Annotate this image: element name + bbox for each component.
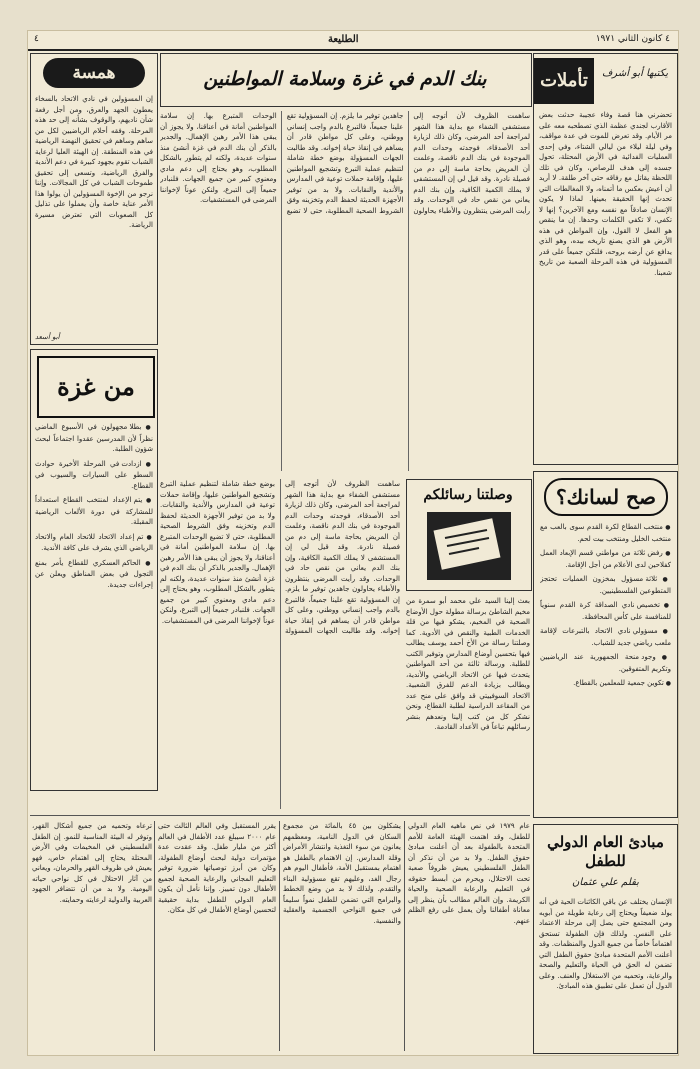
bottom-column-1: عام ١٩٧٩ في نص ماهيه العام الدولي للطفل، وقد اهتمت الهيئة العامة للأمم المتحدة بالطفولة بعد أن أعلنت مبادئ حقوق الطفل. ولا بد من أن نذكر أن الطفل الفلسطيني يعيش ظروفاً صعبة تحت الاحتلال، ويحرم من أبسط حقوقه في التعليم والرعاية الصحية والحياة الكريمة. وإن العالم مطالب بأن ينظر إلى معاناة أطفالنا وأن يعمل على رفع الظلم عنهم. (408, 822, 530, 925)
sahlij-box (533, 471, 678, 818)
hamsa-title: همسة (43, 58, 145, 88)
min-ghazza-list (35, 422, 153, 784)
list-item: ● ثلاثة مسؤول بمخزون العمليات تحتجز المتطوعين الفلسطينيين. (540, 574, 671, 596)
hamsa-signature: أبو أسعد (35, 333, 60, 341)
divider (30, 815, 530, 816)
list-item: ● ازدادت في المرحلة الأخيرة حوادث السطو على السيارات والسيوب في القطاع. (35, 459, 153, 492)
main-article-header (160, 53, 532, 107)
list-item: ● تخصيص نادي الصداقة كرة القدم سنوياً للمنافسة على كأس المحافظة. (540, 600, 671, 622)
main-article-body: ساهمت الظروف لأن أتوجه إلى مستشفى الشفاء مع بداية هذا الشهر لمراجعة أحد المرضى، وكان ذلك لزيارة أحد الأصدقاء، فوجدته وحدات الدم الموجودة في بنك الدم ناقصة، وعلمت أن المريض بحاجة ماسة إلى دم من فصيلة نادرة. وقد قيل لي إن المستشفى لا يملك الكمية الكافية، وإن بنك الدم يعاني من نقص حاد في الوحدات. وقد رأيت المرضى ينتظرون والأطباء يحاولون جاهدين توفير ما يلزم. إن المسؤولية تقع علينا جميعاً، فالتبرع بالدم واجب إنساني ووطني، وعلى كل مواطن قادر أن يساهم في إنقاذ حياة إخوانه. وقد طالبت الجهات المسؤولة بوضع خطة شاملة لتنظيم عملية التبرع وتشجيع المواطنين عليها، وإقامة حملات توعية في المدارس والأندية والنقابات. ولا بد من توفير الأجهزة الحديثة لحفظ الدم وتخزينه وفق الشروط الصحية المطلوبة، حتى لا تضيع الوحدات المتبرع بها. إن سلامة المواطنين أمانة في أعناقنا، ولا يجوز أن يبقى هذا الأمر رهين الإهمال. والجدير بالذكر أن بنك الدم في غزة أنشئ منذ سنوات عديدة، ولكنه لم يتطور بالشكل المطلوب، وهو يحتاج إلى دعم مادي ومعنوي كبير من جميع الجهات. فلنبادر جميعاً إلى التبرع، ولنكن عوناً لإخواننا المرضى في المستشفيات. (160, 112, 530, 215)
list-item: ● يتم الإعداد لمنتخب القطاع استعداداً للمشاركة في دورة الألعاب الرياضية المقبلة. (35, 495, 153, 528)
hamsa-box (30, 53, 158, 345)
taamulat-title: تأملات (534, 58, 594, 104)
letters-title: وصلتنا رسائلكم (423, 487, 513, 503)
letters-box (406, 479, 532, 591)
list-item: ● بطلا مجهولون في الأسبوع الماضي نظراً لأن المدرسين عقدوا اجتماعاً لبحث شؤون الطلبة. (35, 422, 153, 455)
bottom-column-4: ترعاه وتحميه من جميع أشكال القهر، وتوفر له البيئة المناسبة للنمو. إن الطفل الفلسطيني في المخيمات وفي الأرض المحتلة يحتاج إلى اهتمام خاص، فهو يعيش في ظروف القهر والحرمان، ويعاني من آثار الاحتلال في كل نواحي حياته اليومية. ولا بد من أن تتضافر الجهود العربية والدولية لرعايته وحمايته. (32, 822, 152, 904)
list-item: ● وجود منحة الجمهورية عند الرياضيين وتكريم المتفوقين. (540, 652, 671, 674)
list-item: ● منتخب القطاع لكرة القدم سوى بالعب مع منتخب الخليل ومنتخب بيت لحم. (540, 522, 671, 544)
sahlij-title: صح لسانك؟ (544, 478, 668, 516)
list-item: ● مسؤولي نادي الاتحاد بالتبرعات لإقامة ملعب رياضي جديد للشباب. (540, 626, 671, 648)
list-item: ● رفض ثلاثة من مواطني قسم الإبعاد العمل كفلاحين لدى الأعلام من أجل الإقامة. (540, 548, 671, 570)
taamulat-column (533, 53, 678, 465)
divider (404, 821, 405, 1051)
min-ghazza-box (30, 349, 158, 791)
child-year-byline: بقلم علي عثمان (572, 877, 639, 888)
main-article-title: بنك الدم في غزة وسلامة المواطنين (203, 68, 487, 90)
taamulat-text: تحضرني هنا قصة وفاء عجيبة حدثت بعض الأقارب لجندي عظمة الذي تصطحبه معه على مر الأيام. وقد تعرض للموت في عدة مواقف، وفي ليلة ليلاء من ليالي الشتاء، وفي إحدى العمليات الفدائية في الأرض المحتلة، تحول جسده إلى هدف للرصاص، وكان في تلك اللحظة يقاتل مع رفاقه حتى آخر طلقة. لا أريد أن أعيش بعكس ما أتمناه، ولا المغالطات التي تحدث إنها الحقيقة بعينها. لماذا لا يكون الإنسان صادقاً مع نفسه ومع الآخرين؟ إنها لا تكفي، لا تكفي الكلمات وحدها. إن ما ينقص هو الفعل لا القول، وإن المواطن في هذه الأرض هو الذي يصنع تاريخه بيده، وهو الذي يدافع عن أرضه بروحه، فلنكن جميعاً على قدر المسؤولية في هذه المرحلة الصعبة من تاريخ شعبنا. (539, 111, 672, 277)
bottom-column-2: يشكلون بين ٤٥ بالمائة من مجموع السكان في الدول النامية، ومعظمهم يعانون من سوء التغذية وانتشار الأمراض وقلة المدارس. إن الاهتمام بالطفل هو اهتمام بمستقبل الأمة، فأطفال اليوم هم رجال الغد، وعليهم تقع مسؤولية البناء والتقدم. ولذلك لا بد من وضع الخطط والبرامج التي تضمن للطفل نمواً سليماً في جميع النواحي الجسمية والعقلية والنفسية. (283, 822, 401, 925)
issue-date: ٤ كانون الثاني ١٩٧١ (595, 34, 670, 44)
letters-illustration (427, 512, 511, 580)
letters-body-1: ساهمت الظروف لأن أتوجه إلى مستشفى الشفاء مع بداية هذا الشهر لمراجعة أحد المرضى، وكان ذلك لزيارة أحد الأصدقاء، فوجدته وحدات الدم الموجودة في بنك الدم ناقصة، وعلمت أن المريض بحاجة ماسة إلى دم من فصيلة نادرة. وقد قيل لي إن المستشفى لا يملك الكمية الكافية، وإن بنك الدم يعاني من نقص حاد في الوحدات. وقد رأيت المرضى ينتظرون والأطباء يحاولون جاهدين توفير ما يلزم. إن المسؤولية تقع علينا جميعاً، فالتبرع بالدم واجب إنساني ووطني، وعلى كل مواطن قادر أن يساهم في إنقاذ حياة إخوانه. وقد طالبت الجهات المسؤولة بوضع خطة شاملة لتنظيم عملية التبرع وتشجيع المواطنين عليها، وإقامة حملات توعية في المدارس والأندية والنقابات. ولا بد من توفير الأجهزة الحديثة لحفظ الدم وتخزينه وفق الشروط الصحية المطلوبة، حتى لا تضيع الوحدات المتبرع بها. إن سلامة المواطنين أمانة في أعناقنا، ولا يجوز أن يبقى هذا الأمر رهين الإهمال. والجدير بالذكر أن بنك الدم في غزة أنشئ منذ سنوات عديدة، ولكنه لم يتطور بالشكل المطلوب، وهو يحتاج إلى دعم مادي ومعنوي كبير من جميع الجهات. فلنبادر جميعاً إلى التبرع، ولنكن عوناً لإخواننا المرضى في المستشفيات. (160, 480, 400, 635)
list-item: ● تم إعداد الاتحاد للاتحاد العام والاتحاد الرياضي الذي يشرف على كافة الأندية. (35, 532, 153, 554)
bottom-column-3: يقرر المستقبل وفي العالم الثالث حتى عام ٢٠٠٠ سيبلغ عدد الأطفال في العالم أكثر من مليار طفل. وقد عقدت عدة مؤتمرات دولية لبحث أوضاع الطفولة، وكان من أبرز توصياتها ضرورة توفير التعليم المجاني والرعاية الصحية لجميع الأطفال دون تمييز. وإننا نأمل أن يكون العام الدولي للطفل بداية حقيقية لتحسين أوضاع الأطفال في كل مكان. (158, 822, 276, 914)
divider (154, 821, 155, 1051)
list-item: ● تكوين جمعية للمعلمين بالقطاع. (540, 678, 671, 690)
letters-text: بعث إلينا السيد علي محمد أبو سمرة من مخيم الشاطئ برسالة مطولة حول الأوضاع الصحية في المخيم، يشكو فيها من قلة الخدمات الطبية والنقص في الأدوية. كما وصلتنا رسالة من الأخ أحمد يوسف يطالب فيها بتحسين أوضاع المدارس وتوفير الكتب للطلبة. ورسالة ثالثة من أحد المواطنين يتحدث فيها عن الاتحاد الرياضي والأندية، ويطالب بزيادة الدعم للفرق الشعبية. الاتحاد السوفييتي قد وافق على منح عدد من المقاعد الدراسية لطلبة القطاع، ونحن نشكر كل من كتب إلينا ونعدهم بنشر رسائلهم تباعاً في الأعداد القادمة. (406, 597, 530, 731)
divider (279, 821, 280, 1051)
child-year-article (533, 824, 678, 1054)
child-year-text: الإنسان يختلف عن باقي الكائنات الحية في أنه يولد ضعيفاً ويحتاج إلى رعاية طويلة من أبويه ومن المجتمع حتى يصل إلى مرحلة الاعتماد على النفس. ولذلك فإن الطفولة تستحق اهتماماً خاصاً من جميع الدول والمنظمات. وقد أعلنت الأمم المتحدة مبادئ حقوق الطفل التي تضمن له الحق في الحياة والتعليم والصحة والرعاية، وتحميه من الاستغلال والعنف. وعلى الدول أن تعمل على تطبيق هذه المبادئ. (539, 898, 672, 990)
list-item: ● الحاكم العسكري للقطاع يأمر بمنع التجول في بعض المناطق ويعلن عن إجراءات جديدة. (35, 558, 153, 591)
min-ghazza-title: من غزة (37, 356, 155, 418)
sahlij-list (540, 522, 671, 812)
hamsa-text: إن المسؤولين في نادي الاتحاد بالسخاء يعطون الجهد والعرق، ومن أجل رفعة شأن ناديهم، والوقوف بشأنه إلى حد هذه المرحلة. وفقه أحلام الرياضيين لكل من ساهم وساهم في تحقيق النهضة الرياضية في هذه المنطقة. إن الهيئة العليا لرعاية الشباب تقوم بجهود كبيرة في دعم الأندية والفرق الرياضية، وتسعى إلى تحقيق طموحات الشباب في كل المجالات. وإننا نرجو من الإخوة المسؤولين أن يولوا هذا الأمر عناية خاصة وأن يعملوا على تذليل كل الصعوبات التي تعترض مسيرة الرياضة. (35, 95, 153, 229)
newspaper-page (27, 30, 679, 1056)
child-year-title: مبادئ العام الدولي للطفل (547, 833, 664, 870)
taamulat-byline: يكتبها أبو أشرف (601, 68, 669, 79)
page-number: ٤ (34, 34, 39, 44)
newspaper-name: الطليعة (328, 34, 359, 45)
page-header (28, 31, 678, 51)
